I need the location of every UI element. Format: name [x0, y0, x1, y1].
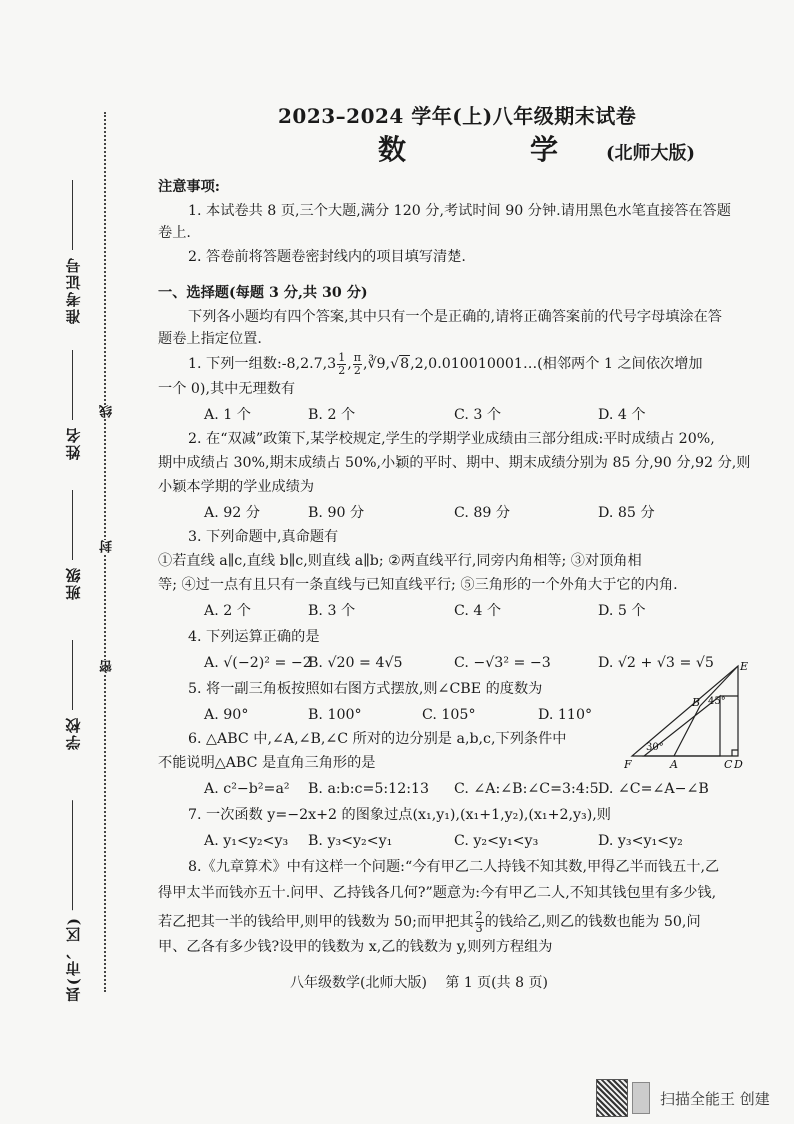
exam-title: 2023–2024 学年(上)八年级期末试卷: [278, 104, 637, 128]
q5-option-b[interactable]: B. 100°: [308, 707, 362, 723]
seal-char-seal: 封: [100, 540, 115, 553]
name-field: [60, 350, 86, 460]
notice-item-2: 2. 答卷前将答题卷密封线内的项目填写清楚.: [188, 249, 466, 265]
subject-title: [378, 133, 696, 166]
q8-line-2: 得甲太半而钱亦五十.问甲、乙持钱各几何?”题意为:今有甲乙二人,不知其钱包里有多少钱,: [158, 885, 717, 901]
q5-stem: 5. 将一副三角板按照如右图方式摆放,则∠CBE 的度数为: [188, 681, 543, 697]
q6-line-1: 6. △ABC 中,∠A,∠B,∠C 所对的边分别是 a,b,c,下列条件中: [188, 731, 567, 747]
q6-option-d[interactable]: D. ∠C=∠A−∠B: [598, 781, 709, 797]
seal-char-line: 线: [100, 405, 115, 418]
county-label: 县(市、区): [64, 916, 83, 1003]
q2-option-b[interactable]: B. 90 分: [308, 505, 365, 521]
q8-line-4: 甲、乙各有多少钱?设甲的钱数为 x,乙的钱数为 y,则列方程组为: [158, 939, 553, 955]
subject-name: 数 学: [378, 133, 607, 166]
q2-line-1: 2. 在“双减”政策下,某学校规定,学生的学期学业成绩由三部分组成:平时成绩占 20%,: [188, 431, 715, 447]
q2-option-a[interactable]: A. 92 分: [204, 505, 261, 521]
county-field: [60, 800, 86, 1002]
notice-item-1-cont: 卷上.: [158, 225, 191, 241]
q7-option-c[interactable]: C. y₂<y₁<y₃: [454, 833, 539, 849]
q1-option-d[interactable]: D. 4 个: [598, 407, 646, 423]
name-label: 姓名: [64, 426, 83, 460]
q7-option-b[interactable]: B. y₃<y₂<y₁: [308, 833, 393, 849]
q4-stem: 4. 下列运算正确的是: [188, 629, 320, 645]
app-logo-icon: [632, 1082, 650, 1114]
label-d: D: [734, 758, 743, 770]
q1-sqrt: 8: [400, 356, 410, 373]
binding-strip: [0, 0, 130, 1124]
q4-option-a[interactable]: A. √(−2)² = −2: [204, 655, 312, 671]
right-angle-mark: [732, 750, 738, 756]
triangle-figure: [624, 660, 764, 770]
q5-option-a[interactable]: A. 90°: [204, 707, 249, 723]
county-blank[interactable]: [73, 800, 74, 910]
q1-frac-pi: $\frac{\pi}{2}$: [353, 351, 361, 377]
q1-option-b[interactable]: B. 2 个: [308, 407, 356, 423]
q7-option-d[interactable]: D. y₃<y₁<y₂: [598, 833, 683, 849]
q1-frac-half: $\frac{1}{2}$: [338, 351, 346, 377]
class-field: [60, 490, 86, 600]
school-label: 学校: [64, 716, 83, 750]
q4-option-c[interactable]: C. −√3² = −3: [454, 655, 551, 671]
name-blank[interactable]: [73, 350, 74, 420]
q8-line-1: 8.《九章算术》中有这样一个问题:“今有甲乙二人持钱不知其数,甲得乙半而钱五十,乙: [188, 859, 720, 875]
label-a: A: [670, 758, 678, 770]
scanner-watermark: [596, 1078, 784, 1118]
page-footer: 八年级数学(北师大版) 第 1 页(共 8 页): [290, 975, 548, 991]
edition-label: (北师大版): [606, 143, 696, 164]
q6-option-a[interactable]: A. c²−b²=a²: [204, 781, 290, 797]
school-field: [60, 640, 86, 750]
label-30: 30°: [646, 742, 664, 753]
q4-option-d[interactable]: D. √2 + √3 = √5: [598, 655, 714, 671]
q2-line-3: 小颖本学期的学业成绩为: [158, 479, 315, 495]
q6-option-b[interactable]: B. a:b:c=5:12:13: [308, 781, 430, 797]
q2-option-c[interactable]: C. 89 分: [454, 505, 511, 521]
q2-line-2: 期中成绩占 30%,期末成绩占 50%,小颖的平时、期中、期末成绩分别为 85 分,90 分,92 分,则: [158, 455, 751, 471]
notice-item-1: 1. 本试卷共 8 页,三个大题,满分 120 分,考试时间 90 分钟.请用黑色水笔直接答在答题: [188, 203, 731, 219]
q3-option-a[interactable]: A. 2 个: [204, 603, 251, 619]
exam-number-blank[interactable]: [73, 180, 74, 250]
q3-line-2: ①若直线 a∥c,直线 b∥c,则直线 a∥b; ②两直线平行,同旁内角相等; ③对顶角相: [158, 553, 642, 569]
school-blank[interactable]: [73, 640, 74, 710]
q5-option-d[interactable]: D. 110°: [538, 707, 593, 723]
q3-option-d[interactable]: D. 5 个: [598, 603, 646, 619]
q3-option-c[interactable]: C. 4 个: [454, 603, 502, 619]
q5-option-c[interactable]: C. 105°: [422, 707, 476, 723]
class-blank[interactable]: [73, 490, 74, 560]
q4-option-b[interactable]: B. √20 = 4√5: [308, 655, 403, 671]
qr-code-icon: [596, 1079, 628, 1117]
q8-frac-two-thirds: $\frac{2}{3}$: [475, 909, 483, 935]
q1-option-c[interactable]: C. 3 个: [454, 407, 502, 423]
exam-number-label: 准考证号: [64, 256, 83, 324]
q7-stem: 7. 一次函数 y=−2x+2 的图象过点(x₁,y₁),(x₁+1,y₂),(x₁+2,y₃),则: [188, 807, 611, 823]
class-label: 班级: [64, 566, 83, 600]
q3-option-b[interactable]: B. 3 个: [308, 603, 356, 619]
q1-option-a[interactable]: A. 1 个: [204, 407, 251, 423]
q7-option-a[interactable]: A. y₁<y₂<y₃: [204, 833, 289, 849]
label-e: E: [740, 660, 749, 673]
q6-line-2: 不能说明△ABC 是直角三角形的是: [158, 755, 376, 771]
section-heading: 一、选择题(每题 3 分,共 30 分): [158, 285, 368, 301]
label-f: F: [624, 758, 632, 770]
line-ba: [674, 706, 700, 756]
seal-char-secret: 密: [100, 660, 115, 673]
q8-line-3: 若乙把其一半的钱给甲,则甲的钱数为 50;而甲把其 $\frac{2}{3}$ 的钱给乙,则乙的钱数也能为 50,问: [158, 909, 701, 935]
section-intro-1: 下列各小题均有四个答案,其中只有一个是正确的,请将正确答案前的代号字母填涂在答: [188, 309, 722, 325]
label-45: 45°: [708, 696, 726, 707]
q1-cbrt: ∛9: [367, 356, 386, 373]
q1-stem-cont: 一个 0),其中无理数有: [158, 381, 296, 397]
q1-stem: 1. 下列一组数:-8,2.7,3 $\frac{1}{2}$ , $\frac{\pi}{2}$ ,∛9,√8,2,0.010010001…(相邻两个 1 之间依次增加: [188, 351, 703, 377]
notice-heading: 注意事项:: [158, 179, 220, 195]
label-b: B: [692, 696, 701, 709]
q3-stem: 3. 下列命题中,真命题有: [188, 529, 339, 545]
section-intro-2: 题卷上指定位置.: [158, 331, 262, 347]
q3-line-3: 等; ④过一点有且只有一条直线与已知直线平行; ⑤三角形的一个外角大于它的内角.: [158, 577, 678, 593]
exam-number-field: [60, 180, 86, 324]
q2-option-d[interactable]: D. 85 分: [598, 505, 655, 521]
watermark-text: 扫描全能王 创建: [660, 1089, 770, 1108]
q6-option-c[interactable]: C. ∠A:∠B:∠C=3:4:5: [454, 781, 599, 797]
label-c: C: [724, 758, 733, 770]
